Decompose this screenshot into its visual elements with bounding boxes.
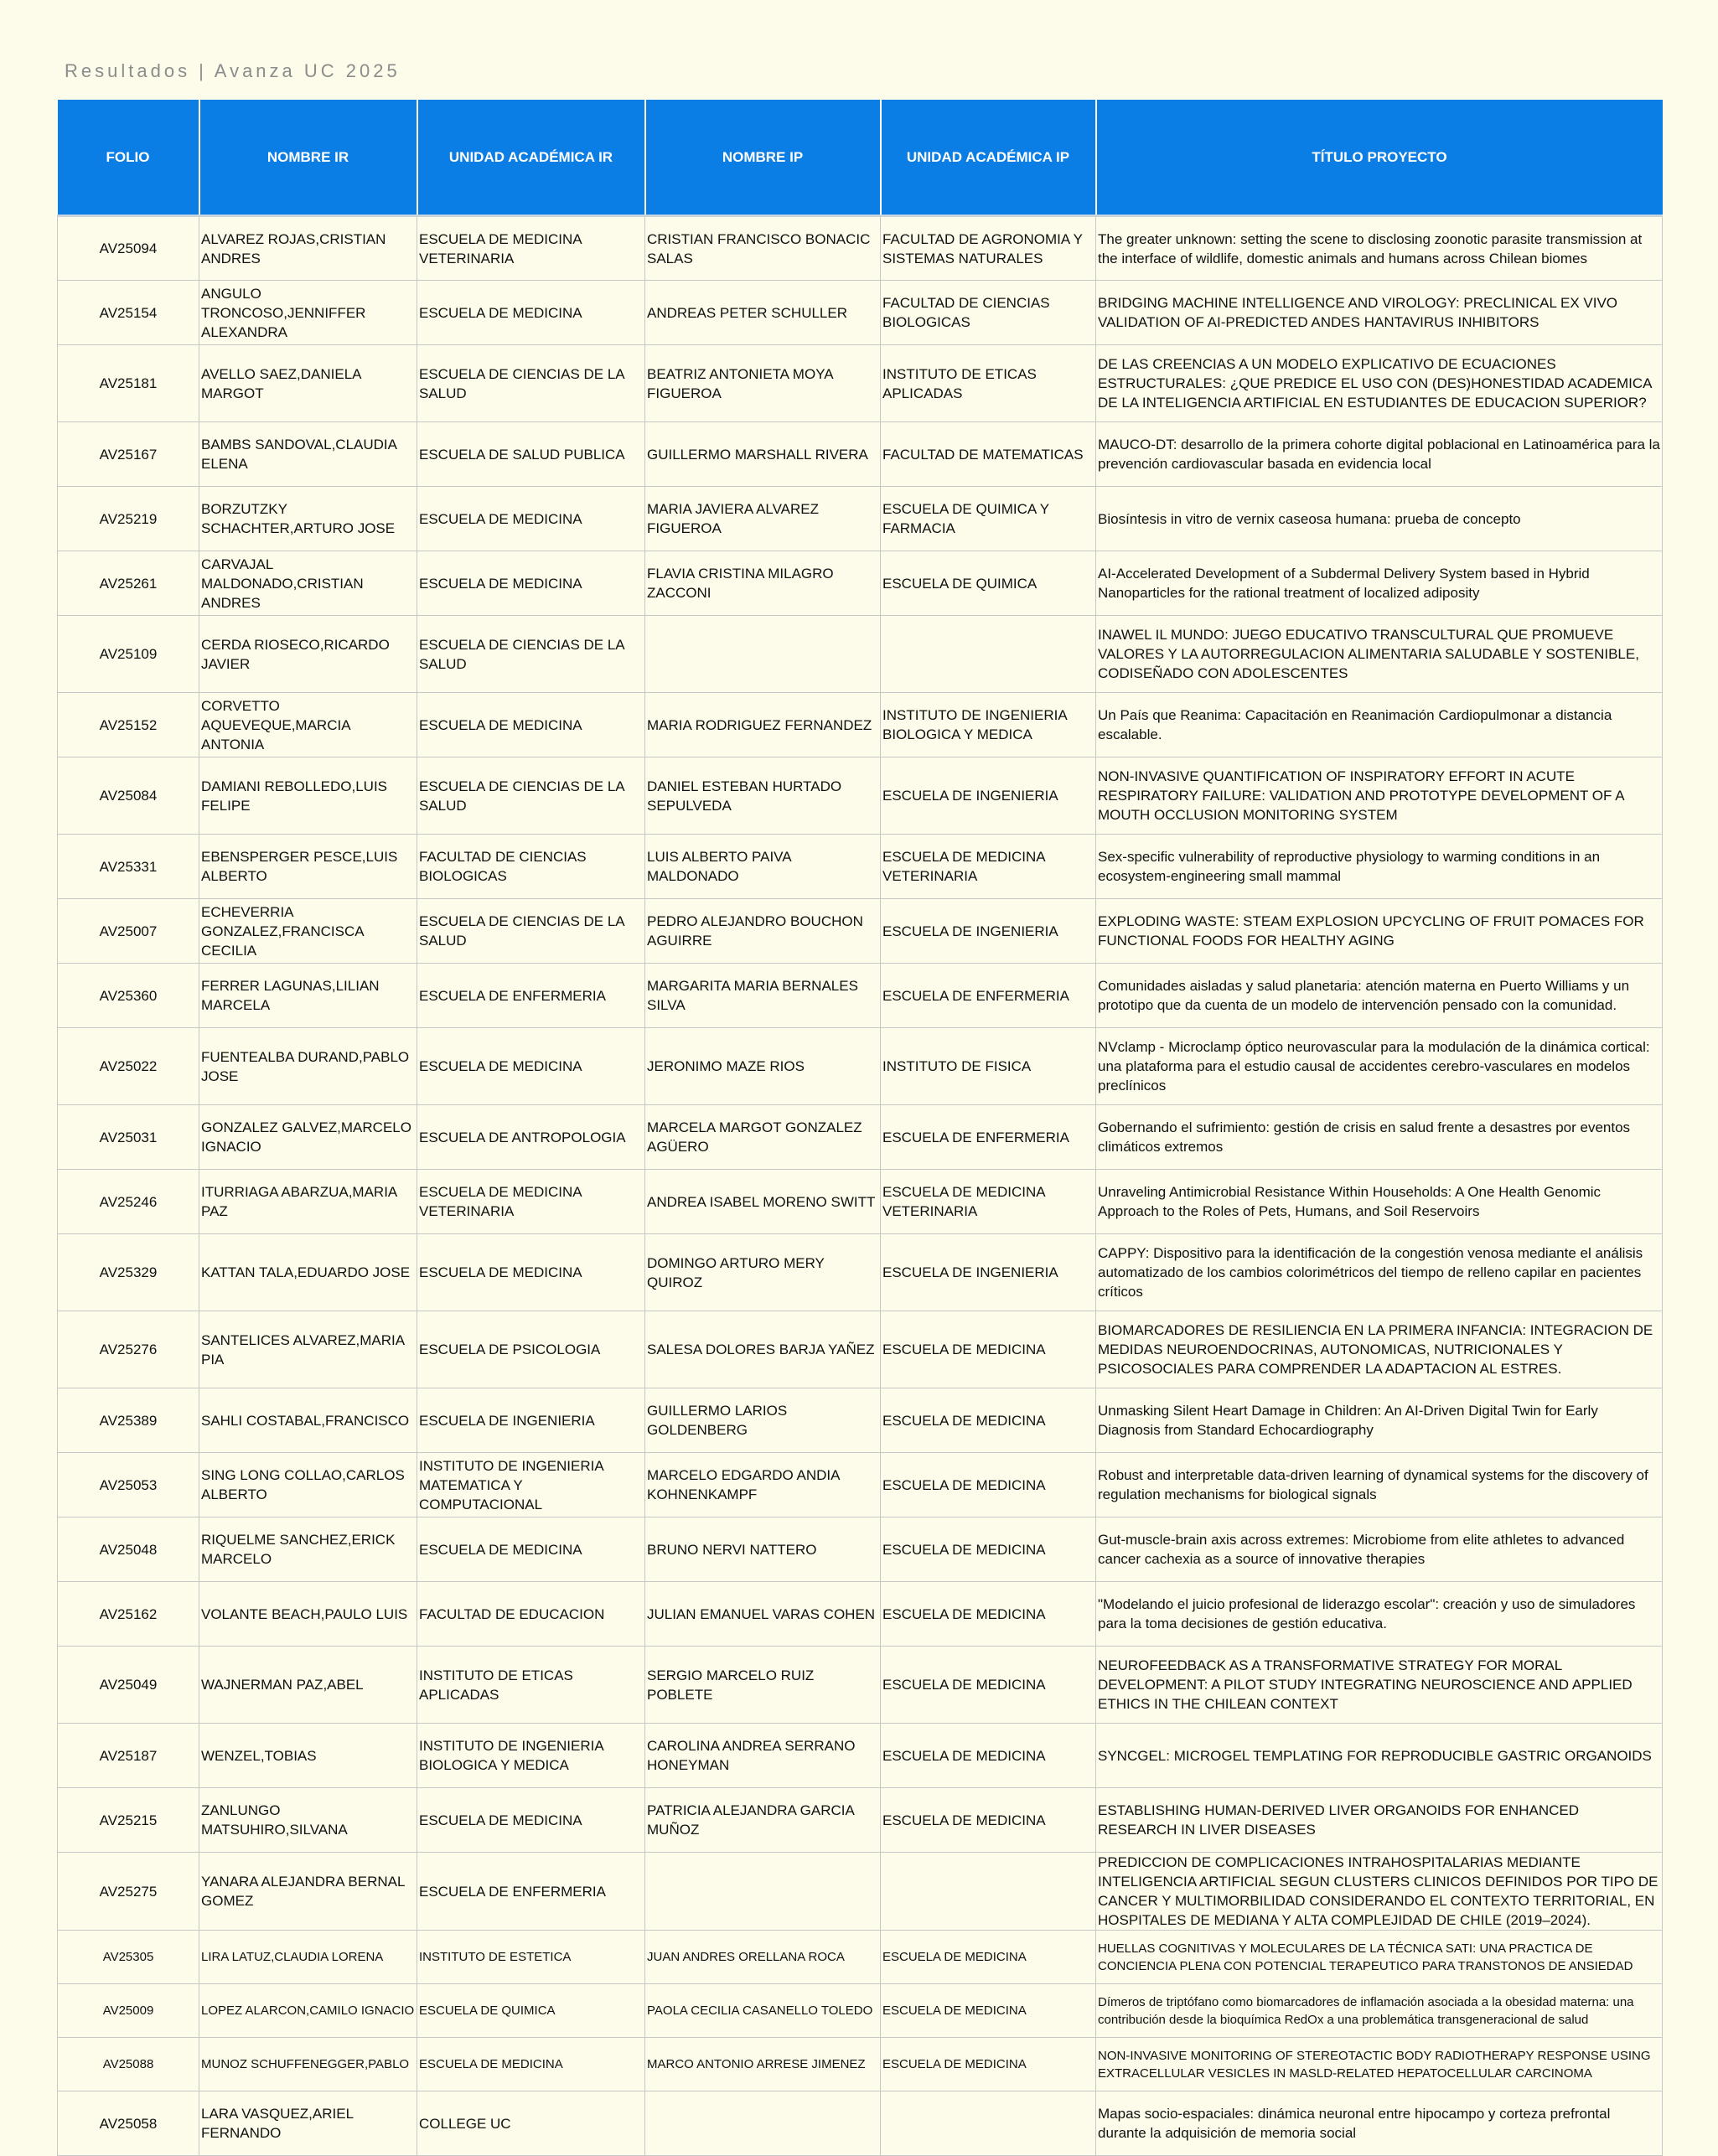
unidad-ir-cell: ESCUELA DE MEDICINA bbox=[417, 487, 645, 551]
nombre-ip-cell: DANIEL ESTEBAN HURTADO SEPULVEDA bbox=[645, 757, 881, 835]
unidad-ip-cell: ESCUELA DE INGENIERIA bbox=[881, 899, 1096, 964]
table-row bbox=[58, 551, 1663, 616]
folio-cell: AV25305 bbox=[58, 1931, 199, 1984]
nombre-ip-cell: PATRICIA ALEJANDRA GARCIA MUÑOZ bbox=[645, 1788, 881, 1853]
nombre-ip-cell: PEDRO ALEJANDRO BOUCHON AGUIRRE bbox=[645, 899, 881, 964]
titulo-cell: HUELLAS COGNITIVAS Y MOLECULARES DE LA TÉCNICA SATI: UNA PRACTICA DE CONCIENCIA PLENA CON POTENCIAL TERAPEUTICO PARA TRANSTONOS DE ANSIEDAD bbox=[1096, 1931, 1663, 1984]
unidad-ip-cell: ESCUELA DE ENFERMERIA bbox=[881, 1105, 1096, 1170]
titulo-cell: Gut-muscle-brain axis across extremes: Microbiome from elite athletes to advanced cancer cachexia as a source of innovative therapies bbox=[1096, 1517, 1663, 1582]
folio-cell: AV25331 bbox=[58, 835, 199, 899]
titulo-cell: PREDICCION DE COMPLICACIONES INTRAHOSPITALARIAS MEDIANTE INTELIGENCIA ARTIFICIAL SEGUN CLUSTERS CLINICOS DEFINIDOS POR TIPO DE CANCER Y MULTIMORBILIDAD CONSIDERANDO EL CONTEXTO TERRITORIAL, EN HOSPITALES DE MEDIANA Y ALTA COMPLEJIDAD DE CHILE (2019–2024). bbox=[1096, 1853, 1663, 1931]
nombre-ip-cell bbox=[645, 616, 881, 693]
column-header-folio: FOLIO bbox=[58, 100, 199, 216]
table-row bbox=[58, 2038, 1663, 2091]
column-header-titulo: TÍTULO PROYECTO bbox=[1096, 100, 1663, 216]
nombre-ir-cell: LIRA LATUZ,CLAUDIA LORENA bbox=[199, 1931, 417, 1984]
folio-cell: AV25048 bbox=[58, 1517, 199, 1582]
table-row bbox=[58, 2091, 1663, 2156]
folio-cell: AV25167 bbox=[58, 422, 199, 487]
table-row bbox=[58, 1453, 1663, 1517]
unidad-ir-cell: FACULTAD DE CIENCIAS BIOLOGICAS bbox=[417, 835, 645, 899]
titulo-cell: Unmasking Silent Heart Damage in Children: An AI-Driven Digital Twin for Early Diagnosis from Standard Echocardiography bbox=[1096, 1388, 1663, 1453]
nombre-ir-cell: ITURRIAGA ABARZUA,MARIA PAZ bbox=[199, 1170, 417, 1234]
unidad-ir-cell: ESCUELA DE ANTROPOLOGIA bbox=[417, 1105, 645, 1170]
nombre-ip-cell: MARGARITA MARIA BERNALES SILVA bbox=[645, 964, 881, 1028]
table-row bbox=[58, 616, 1663, 693]
table-row bbox=[58, 1388, 1663, 1453]
nombre-ir-cell: KATTAN TALA,EDUARDO JOSE bbox=[199, 1234, 417, 1311]
unidad-ip-cell: ESCUELA DE QUIMICA Y FARMACIA bbox=[881, 487, 1096, 551]
table-row bbox=[58, 1582, 1663, 1647]
folio-cell: AV25152 bbox=[58, 693, 199, 757]
nombre-ip-cell: BEATRIZ ANTONIETA MOYA FIGUEROA bbox=[645, 345, 881, 422]
titulo-cell: The greater unknown: setting the scene to disclosing zoonotic parasite transmission at the interface of wildlife, domestic animals and humans across Chilean biomes bbox=[1096, 216, 1663, 281]
table-row bbox=[58, 1517, 1663, 1582]
folio-cell: AV25109 bbox=[58, 616, 199, 693]
column-header-unidad-ir: UNIDAD ACADÉMICA IR bbox=[417, 100, 645, 216]
titulo-cell: NON-INVASIVE MONITORING OF STEREOTACTIC BODY RADIOTHERAPY RESPONSE USING EXTRACELLULAR VESICLES IN MASLD-RELATED HEPATOCELLULAR CARCINOMA bbox=[1096, 2038, 1663, 2091]
titulo-cell: "Modelando el juicio profesional de liderazgo escolar": creación y uso de simuladores para la toma decisiones de gestión educativa. bbox=[1096, 1582, 1663, 1647]
unidad-ip-cell: INSTITUTO DE FISICA bbox=[881, 1028, 1096, 1105]
table-row bbox=[58, 1311, 1663, 1388]
nombre-ip-cell: JERONIMO MAZE RIOS bbox=[645, 1028, 881, 1105]
table-row bbox=[58, 345, 1663, 422]
nombre-ir-cell: EBENSPERGER PESCE,LUIS ALBERTO bbox=[199, 835, 417, 899]
table-row bbox=[58, 1647, 1663, 1724]
nombre-ip-cell: MARCELO EDGARDO ANDIA KOHNENKAMPF bbox=[645, 1453, 881, 1517]
table-row bbox=[58, 1028, 1663, 1105]
table-row bbox=[58, 1170, 1663, 1234]
nombre-ir-cell: CARVAJAL MALDONADO,CRISTIAN ANDRES bbox=[199, 551, 417, 616]
page-title: Resultados | Avanza UC 2025 bbox=[65, 60, 401, 81]
titulo-cell: Biosíntesis in vitro de vernix caseosa humana: prueba de concepto bbox=[1096, 487, 1663, 551]
titulo-cell: INAWEL IL MUNDO: JUEGO EDUCATIVO TRANSCULTURAL QUE PROMUEVE VALORES Y LA AUTORREGULACION ALIMENTARIA SALUDABLE Y SOSTENIBLE, CODISEÑADO CON ADOLESCENTES bbox=[1096, 616, 1663, 693]
table-row bbox=[58, 964, 1663, 1028]
nombre-ir-cell: SAHLI COSTABAL,FRANCISCO bbox=[199, 1388, 417, 1453]
nombre-ir-cell: RIQUELME SANCHEZ,ERICK MARCELO bbox=[199, 1517, 417, 1582]
nombre-ip-cell: JUAN ANDRES ORELLANA ROCA bbox=[645, 1931, 881, 1984]
titulo-cell: NEUROFEEDBACK AS A TRANSFORMATIVE STRATEGY FOR MORAL DEVELOPMENT: A PILOT STUDY INTEGRATING NEUROSCIENCE AND APPLIED ETHICS IN THE CHILEAN CONTEXT bbox=[1096, 1647, 1663, 1724]
table-body bbox=[58, 216, 1663, 2156]
folio-cell: AV25389 bbox=[58, 1388, 199, 1453]
nombre-ip-cell: MARCO ANTONIO ARRESE JIMENEZ bbox=[645, 2038, 881, 2091]
folio-cell: AV25053 bbox=[58, 1453, 199, 1517]
table-row bbox=[58, 487, 1663, 551]
unidad-ir-cell: INSTITUTO DE INGENIERIA BIOLOGICA Y MEDICA bbox=[417, 1724, 645, 1788]
titulo-cell: Unraveling Antimicrobial Resistance Within Households: A One Health Genomic Approach to the Roles of Pets, Humans, and Soil Reservoirs bbox=[1096, 1170, 1663, 1234]
nombre-ip-cell: BRUNO NERVI NATTERO bbox=[645, 1517, 881, 1582]
unidad-ir-cell: ESCUELA DE MEDICINA bbox=[417, 1028, 645, 1105]
nombre-ir-cell: SANTELICES ALVAREZ,MARIA PIA bbox=[199, 1311, 417, 1388]
table-header-row bbox=[58, 100, 1663, 216]
unidad-ir-cell: ESCUELA DE MEDICINA bbox=[417, 1788, 645, 1853]
unidad-ir-cell: ESCUELA DE INGENIERIA bbox=[417, 1388, 645, 1453]
unidad-ir-cell: ESCUELA DE MEDICINA bbox=[417, 1517, 645, 1582]
nombre-ip-cell: FLAVIA CRISTINA MILAGRO ZACCONI bbox=[645, 551, 881, 616]
titulo-cell: BRIDGING MACHINE INTELLIGENCE AND VIROLOGY: PRECLINICAL EX VIVO VALIDATION OF AI-PREDICTED ANDES HANTAVIRUS INHIBITORS bbox=[1096, 281, 1663, 345]
folio-cell: AV25219 bbox=[58, 487, 199, 551]
unidad-ir-cell: INSTITUTO DE ETICAS APLICADAS bbox=[417, 1647, 645, 1724]
titulo-cell: Un País que Reanima: Capacitación en Reanimación Cardiopulmonar a distancia escalable. bbox=[1096, 693, 1663, 757]
nombre-ip-cell: PAOLA CECILIA CASANELLO TOLEDO bbox=[645, 1984, 881, 2038]
unidad-ip-cell: ESCUELA DE MEDICINA bbox=[881, 1311, 1096, 1388]
titulo-cell: NVclamp - Microclamp óptico neurovascular para la modulación de la dinámica cortical: una plataforma para el estudio causal de accidentes cerebro-vasculares en modelos preclínicos bbox=[1096, 1028, 1663, 1105]
unidad-ir-cell: ESCUELA DE MEDICINA bbox=[417, 693, 645, 757]
table-row bbox=[58, 899, 1663, 964]
table-row bbox=[58, 1105, 1663, 1170]
nombre-ir-cell: GONZALEZ GALVEZ,MARCELO IGNACIO bbox=[199, 1105, 417, 1170]
titulo-cell: NON-INVASIVE QUANTIFICATION OF INSPIRATORY EFFORT IN ACUTE RESPIRATORY FAILURE: VALIDATION AND PROTOTYPE DEVELOPMENT OF A MOUTH OCCLUSION MONITORING SYSTEM bbox=[1096, 757, 1663, 835]
unidad-ir-cell: ESCUELA DE MEDICINA VETERINARIA bbox=[417, 216, 645, 281]
nombre-ip-cell: ANDREAS PETER SCHULLER bbox=[645, 281, 881, 345]
nombre-ir-cell: LOPEZ ALARCON,CAMILO IGNACIO bbox=[199, 1984, 417, 2038]
table-row bbox=[58, 693, 1663, 757]
nombre-ip-cell: LUIS ALBERTO PAIVA MALDONADO bbox=[645, 835, 881, 899]
titulo-cell: SYNCGEL: MICROGEL TEMPLATING FOR REPRODUCIBLE GASTRIC ORGANOIDS bbox=[1096, 1724, 1663, 1788]
unidad-ir-cell: ESCUELA DE MEDICINA bbox=[417, 1234, 645, 1311]
unidad-ir-cell: ESCUELA DE MEDICINA bbox=[417, 551, 645, 616]
nombre-ip-cell: MARCELA MARGOT GONZALEZ AGÜERO bbox=[645, 1105, 881, 1170]
table-row bbox=[58, 1931, 1663, 1984]
unidad-ip-cell: FACULTAD DE MATEMATICAS bbox=[881, 422, 1096, 487]
nombre-ir-cell: FUENTEALBA DURAND,PABLO JOSE bbox=[199, 1028, 417, 1105]
nombre-ir-cell: ECHEVERRIA GONZALEZ,FRANCISCA CECILIA bbox=[199, 899, 417, 964]
folio-cell: AV25329 bbox=[58, 1234, 199, 1311]
nombre-ir-cell: DAMIANI REBOLLEDO,LUIS FELIPE bbox=[199, 757, 417, 835]
titulo-cell: Dímeros de triptófano como biomarcadores de inflamación asociada a la obesidad materna: una contribución desde la bioquímica RedOx a una problemática transgeneracional de salud bbox=[1096, 1984, 1663, 2038]
nombre-ip-cell: GUILLERMO MARSHALL RIVERA bbox=[645, 422, 881, 487]
nombre-ir-cell: CERDA RIOSECO,RICARDO JAVIER bbox=[199, 616, 417, 693]
unidad-ir-cell: ESCUELA DE MEDICINA bbox=[417, 2038, 645, 2091]
nombre-ir-cell: FERRER LAGUNAS,LILIAN MARCELA bbox=[199, 964, 417, 1028]
nombre-ir-cell: WENZEL,TOBIAS bbox=[199, 1724, 417, 1788]
folio-cell: AV25215 bbox=[58, 1788, 199, 1853]
nombre-ip-cell: ANDREA ISABEL MORENO SWITT bbox=[645, 1170, 881, 1234]
nombre-ip-cell bbox=[645, 1853, 881, 1931]
nombre-ip-cell: GUILLERMO LARIOS GOLDENBERG bbox=[645, 1388, 881, 1453]
nombre-ip-cell: JULIAN EMANUEL VARAS COHEN bbox=[645, 1582, 881, 1647]
nombre-ir-cell: BORZUTZKY SCHACHTER,ARTURO JOSE bbox=[199, 487, 417, 551]
table-header bbox=[58, 100, 1663, 216]
nombre-ip-cell: DOMINGO ARTURO MERY QUIROZ bbox=[645, 1234, 881, 1311]
unidad-ip-cell: FACULTAD DE AGRONOMIA Y SISTEMAS NATURALES bbox=[881, 216, 1096, 281]
unidad-ir-cell: ESCUELA DE CIENCIAS DE LA SALUD bbox=[417, 757, 645, 835]
folio-cell: AV25162 bbox=[58, 1582, 199, 1647]
table-row bbox=[58, 1724, 1663, 1788]
titulo-cell: Robust and interpretable data-driven learning of dynamical systems for the discovery of regulation mechanisms for biological signals bbox=[1096, 1453, 1663, 1517]
unidad-ip-cell: FACULTAD DE CIENCIAS BIOLOGICAS bbox=[881, 281, 1096, 345]
nombre-ir-cell: ZANLUNGO MATSUHIRO,SILVANA bbox=[199, 1788, 417, 1853]
unidad-ip-cell: ESCUELA DE MEDICINA VETERINARIA bbox=[881, 835, 1096, 899]
unidad-ip-cell bbox=[881, 1853, 1096, 1931]
table-row bbox=[58, 281, 1663, 345]
table-row bbox=[58, 757, 1663, 835]
unidad-ip-cell: ESCUELA DE QUIMICA bbox=[881, 551, 1096, 616]
nombre-ir-cell: BAMBS SANDOVAL,CLAUDIA ELENA bbox=[199, 422, 417, 487]
unidad-ip-cell: ESCUELA DE MEDICINA bbox=[881, 1388, 1096, 1453]
nombre-ir-cell: CORVETTO AQUEVEQUE,MARCIA ANTONIA bbox=[199, 693, 417, 757]
unidad-ip-cell: ESCUELA DE MEDICINA bbox=[881, 2038, 1096, 2091]
unidad-ir-cell: ESCUELA DE MEDICINA VETERINARIA bbox=[417, 1170, 645, 1234]
unidad-ir-cell: INSTITUTO DE INGENIERIA MATEMATICA Y COMPUTACIONAL bbox=[417, 1453, 645, 1517]
unidad-ip-cell: INSTITUTO DE INGENIERIA BIOLOGICA Y MEDICA bbox=[881, 693, 1096, 757]
folio-cell: AV25275 bbox=[58, 1853, 199, 1931]
titulo-cell: AI-Accelerated Development of a Subdermal Delivery System based in Hybrid Nanoparticles for the rational treatment of localized adiposity bbox=[1096, 551, 1663, 616]
nombre-ir-cell: ALVAREZ ROJAS,CRISTIAN ANDRES bbox=[199, 216, 417, 281]
unidad-ip-cell: ESCUELA DE INGENIERIA bbox=[881, 1234, 1096, 1311]
unidad-ir-cell: ESCUELA DE QUIMICA bbox=[417, 1984, 645, 2038]
folio-cell: AV25007 bbox=[58, 899, 199, 964]
table-row bbox=[58, 1853, 1663, 1931]
nombre-ir-cell: MUNOZ SCHUFFENEGGER,PABLO bbox=[199, 2038, 417, 2091]
results-table-container bbox=[57, 100, 1662, 2156]
unidad-ip-cell bbox=[881, 2091, 1096, 2156]
table-row bbox=[58, 422, 1663, 487]
titulo-cell: EXPLODING WASTE: STEAM EXPLOSION UPCYCLING OF FRUIT POMACES FOR FUNCTIONAL FOODS FOR HEALTHY AGING bbox=[1096, 899, 1663, 964]
titulo-cell: CAPPY: Dispositivo para la identificación de la congestión venosa mediante el análisis automatizado de los cambios colorimétricos del tiempo de relleno capilar en pacientes críticos bbox=[1096, 1234, 1663, 1311]
unidad-ir-cell: ESCUELA DE CIENCIAS DE LA SALUD bbox=[417, 345, 645, 422]
unidad-ip-cell: ESCUELA DE ENFERMERIA bbox=[881, 964, 1096, 1028]
folio-cell: AV25187 bbox=[58, 1724, 199, 1788]
nombre-ir-cell: LARA VASQUEZ,ARIEL FERNANDO bbox=[199, 2091, 417, 2156]
unidad-ir-cell: ESCUELA DE ENFERMERIA bbox=[417, 1853, 645, 1931]
folio-cell: AV25360 bbox=[58, 964, 199, 1028]
unidad-ir-cell: ESCUELA DE CIENCIAS DE LA SALUD bbox=[417, 616, 645, 693]
unidad-ip-cell: ESCUELA DE MEDICINA bbox=[881, 1724, 1096, 1788]
unidad-ip-cell bbox=[881, 616, 1096, 693]
unidad-ir-cell: COLLEGE UC bbox=[417, 2091, 645, 2156]
nombre-ip-cell: CAROLINA ANDREA SERRANO HONEYMAN bbox=[645, 1724, 881, 1788]
folio-cell: AV25084 bbox=[58, 757, 199, 835]
unidad-ip-cell: ESCUELA DE MEDICINA bbox=[881, 1582, 1096, 1647]
folio-cell: AV25181 bbox=[58, 345, 199, 422]
folio-cell: AV25031 bbox=[58, 1105, 199, 1170]
titulo-cell: Gobernando el sufrimiento: gestión de crisis en salud frente a desastres por eventos climáticos extremos bbox=[1096, 1105, 1663, 1170]
unidad-ir-cell: ESCUELA DE MEDICINA bbox=[417, 281, 645, 345]
titulo-cell: MAUCO-DT: desarrollo de la primera cohorte digital poblacional en Latinoamérica para la prevención cardiovascular basada en evidencia local bbox=[1096, 422, 1663, 487]
folio-cell: AV25261 bbox=[58, 551, 199, 616]
unidad-ir-cell: INSTITUTO DE ESTETICA bbox=[417, 1931, 645, 1984]
unidad-ir-cell: FACULTAD DE EDUCACION bbox=[417, 1582, 645, 1647]
nombre-ir-cell: WAJNERMAN PAZ,ABEL bbox=[199, 1647, 417, 1724]
nombre-ir-cell: AVELLO SAEZ,DANIELA MARGOT bbox=[199, 345, 417, 422]
titulo-cell: DE LAS CREENCIAS A UN MODELO EXPLICATIVO DE ECUACIONES ESTRUCTURALES: ¿QUE PREDICE EL USO CON (DES)HONESTIDAD ACADEMICA DE LA INTELIGENCIA ARTIFICIAL EN ESTUDIANTES DE EDUCACION SUPERIOR? bbox=[1096, 345, 1663, 422]
folio-cell: AV25022 bbox=[58, 1028, 199, 1105]
folio-cell: AV25246 bbox=[58, 1170, 199, 1234]
folio-cell: AV25276 bbox=[58, 1311, 199, 1388]
unidad-ip-cell: INSTITUTO DE ETICAS APLICADAS bbox=[881, 345, 1096, 422]
nombre-ip-cell: SERGIO MARCELO RUIZ POBLETE bbox=[645, 1647, 881, 1724]
unidad-ip-cell: ESCUELA DE MEDICINA bbox=[881, 1517, 1096, 1582]
table-row bbox=[58, 1984, 1663, 2038]
results-table bbox=[57, 100, 1663, 2156]
unidad-ip-cell: ESCUELA DE MEDICINA VETERINARIA bbox=[881, 1170, 1096, 1234]
column-header-unidad-ip: UNIDAD ACADÉMICA IP bbox=[881, 100, 1096, 216]
unidad-ir-cell: ESCUELA DE PSICOLOGIA bbox=[417, 1311, 645, 1388]
unidad-ip-cell: ESCUELA DE MEDICINA bbox=[881, 1984, 1096, 2038]
nombre-ir-cell: SING LONG COLLAO,CARLOS ALBERTO bbox=[199, 1453, 417, 1517]
column-header-nombre-ip: NOMBRE IP bbox=[645, 100, 881, 216]
folio-cell: AV25094 bbox=[58, 216, 199, 281]
nombre-ip-cell: MARIA RODRIGUEZ FERNANDEZ bbox=[645, 693, 881, 757]
titulo-cell: Comunidades aisladas y salud planetaria: atención materna en Puerto Williams y un prototipo que da cuenta de un modelo de intervención pensado con la comunidad. bbox=[1096, 964, 1663, 1028]
titulo-cell: BIOMARCADORES DE RESILIENCIA EN LA PRIMERA INFANCIA: INTEGRACION DE MEDIDAS NEUROENDOCRINAS, AUTONOMICAS, NUTRICIONALES Y PSICOSOCIALES PARA COMPRENDER LA ADAPTACION AL ESTRES. bbox=[1096, 1311, 1663, 1388]
unidad-ip-cell: ESCUELA DE MEDICINA bbox=[881, 1931, 1096, 1984]
nombre-ir-cell: YANARA ALEJANDRA BERNAL GOMEZ bbox=[199, 1853, 417, 1931]
nombre-ip-cell: CRISTIAN FRANCISCO BONACIC SALAS bbox=[645, 216, 881, 281]
folio-cell: AV25154 bbox=[58, 281, 199, 345]
unidad-ip-cell: ESCUELA DE MEDICINA bbox=[881, 1647, 1096, 1724]
unidad-ip-cell: ESCUELA DE INGENIERIA bbox=[881, 757, 1096, 835]
folio-cell: AV25088 bbox=[58, 2038, 199, 2091]
folio-cell: AV25009 bbox=[58, 1984, 199, 2038]
nombre-ip-cell: SALESA DOLORES BARJA YAÑEZ bbox=[645, 1311, 881, 1388]
unidad-ir-cell: ESCUELA DE ENFERMERIA bbox=[417, 964, 645, 1028]
unidad-ir-cell: ESCUELA DE SALUD PUBLICA bbox=[417, 422, 645, 487]
unidad-ip-cell: ESCUELA DE MEDICINA bbox=[881, 1453, 1096, 1517]
column-header-nombre-ir: NOMBRE IR bbox=[199, 100, 417, 216]
table-row bbox=[58, 216, 1663, 281]
titulo-cell: ESTABLISHING HUMAN-DERIVED LIVER ORGANOIDS FOR ENHANCED RESEARCH IN LIVER DISEASES bbox=[1096, 1788, 1663, 1853]
nombre-ip-cell: MARIA JAVIERA ALVAREZ FIGUEROA bbox=[645, 487, 881, 551]
folio-cell: AV25049 bbox=[58, 1647, 199, 1724]
table-row bbox=[58, 1788, 1663, 1853]
unidad-ip-cell: ESCUELA DE MEDICINA bbox=[881, 1788, 1096, 1853]
unidad-ir-cell: ESCUELA DE CIENCIAS DE LA SALUD bbox=[417, 899, 645, 964]
titulo-cell: Mapas socio-espaciales: dinámica neuronal entre hipocampo y corteza prefrontal durante la adquisición de memoria social bbox=[1096, 2091, 1663, 2156]
nombre-ir-cell: VOLANTE BEACH,PAULO LUIS bbox=[199, 1582, 417, 1647]
table-row bbox=[58, 835, 1663, 899]
table-row bbox=[58, 1234, 1663, 1311]
nombre-ip-cell bbox=[645, 2091, 881, 2156]
titulo-cell: Sex-specific vulnerability of reproductive physiology to warming conditions in an ecosystem-engineering small mammal bbox=[1096, 835, 1663, 899]
folio-cell: AV25058 bbox=[58, 2091, 199, 2156]
nombre-ir-cell: ANGULO TRONCOSO,JENNIFFER ALEXANDRA bbox=[199, 281, 417, 345]
